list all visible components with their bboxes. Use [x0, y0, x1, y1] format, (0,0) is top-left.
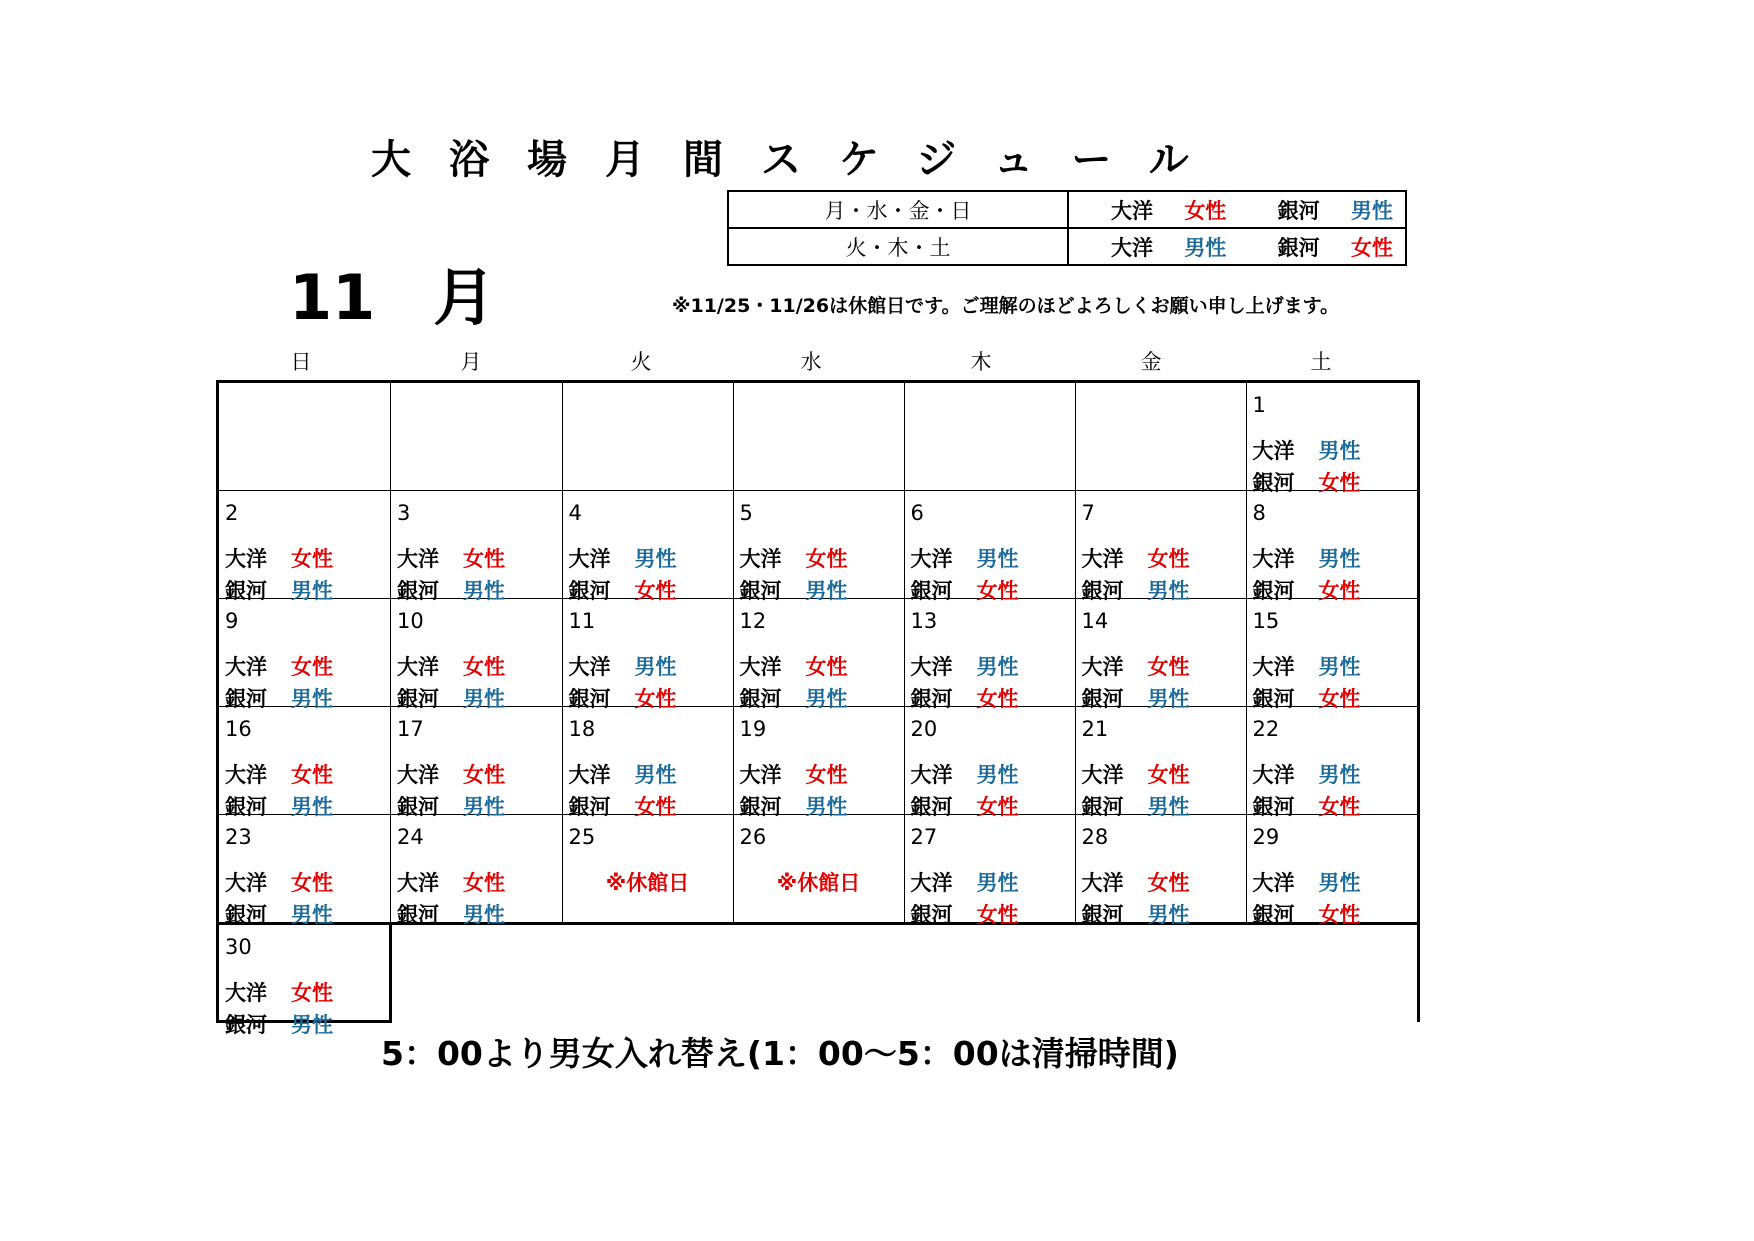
- bath-assignment-taiyo: [1082, 759, 1190, 789]
- calendar-day-cell: [218, 924, 391, 1037]
- calendar-empty-cell: [904, 382, 1075, 491]
- bath-name: 銀河: [225, 903, 267, 927]
- day-number: 27: [910, 825, 938, 849]
- day-number: 12: [739, 609, 767, 633]
- calendar-day-cell: [562, 815, 733, 924]
- calendar-day-cell: [904, 491, 1075, 603]
- bath-name: 銀河: [225, 687, 267, 711]
- gender-label: 男性: [463, 687, 505, 711]
- day-number: 20: [910, 717, 938, 741]
- day-number: 28: [1081, 825, 1109, 849]
- gender-label: 男性: [291, 903, 333, 927]
- weekday-label: 月: [460, 350, 482, 374]
- gender-label: 男性: [976, 763, 1019, 787]
- calendar-empty-cell: [218, 382, 391, 491]
- gender-label: 男性: [291, 579, 333, 603]
- day-number: 25: [568, 825, 596, 849]
- day-number: 18: [568, 717, 596, 741]
- page-title: 大浴場月間スケジュール: [371, 137, 1227, 183]
- legend-days: 月・水・金・日: [728, 191, 1068, 228]
- legend-row-mwfs: [728, 191, 1406, 228]
- bath-name: 銀河: [1252, 903, 1295, 927]
- bath-assignment-ginga: [225, 1009, 333, 1039]
- day-number: 15: [1252, 609, 1280, 633]
- bath-name: 銀河: [1252, 687, 1295, 711]
- calendar-blank: [391, 924, 563, 1022]
- bath-name: 大洋: [1252, 547, 1295, 571]
- calendar-week: [218, 599, 1419, 707]
- gender-label: 女性: [463, 547, 505, 571]
- gender-label: 男性: [291, 795, 333, 819]
- calendar-day-cell: [733, 815, 904, 924]
- closed-label: ※休館日: [605, 871, 690, 895]
- gender-label: 女性: [976, 795, 1019, 819]
- bath-name: 銀河: [910, 579, 953, 603]
- legend-bath-ginga: 銀河: [1277, 198, 1320, 223]
- gender-label: 女性: [976, 903, 1019, 927]
- bath-name: 大洋: [910, 871, 953, 895]
- calendar-day-cell: [904, 815, 1075, 927]
- bath-name: 大洋: [225, 655, 267, 679]
- bath-name: 大洋: [225, 871, 267, 895]
- bath-assignment-taiyo: [397, 867, 505, 897]
- bath-assignment-taiyo: [225, 651, 333, 681]
- bath-name: 銀河: [739, 795, 782, 819]
- calendar-empty-cell: [1075, 382, 1246, 491]
- calendar-blank: [1075, 924, 1246, 1022]
- calendar-day-cell: [904, 707, 1075, 819]
- legend-gender: 男性: [1184, 235, 1227, 260]
- calendar-week: [218, 815, 1419, 924]
- bath-name: 銀河: [1252, 795, 1295, 819]
- bath-name: 大洋: [225, 981, 267, 1005]
- calendar-empty-cell: [391, 382, 563, 491]
- bath-name: 銀河: [568, 687, 611, 711]
- bath-assignment-taiyo: [911, 867, 1019, 897]
- bath-name: 銀河: [910, 687, 953, 711]
- bath-assignment-taiyo: [397, 651, 505, 681]
- calendar-empty-cell: [562, 382, 733, 491]
- bath-assignment-taiyo: [569, 651, 677, 681]
- gender-label: 女性: [1147, 763, 1190, 787]
- gender-label: 女性: [1147, 547, 1190, 571]
- gender-label: 男性: [1147, 903, 1190, 927]
- gender-label: 男性: [1147, 579, 1190, 603]
- bath-name: 大洋: [1252, 655, 1295, 679]
- calendar-day-cell: [1246, 815, 1418, 927]
- calendar-empty-cell: [733, 382, 904, 491]
- calendar-blank: [904, 924, 1075, 1022]
- bath-name: 大洋: [1081, 871, 1124, 895]
- gender-label: 男性: [1318, 439, 1361, 463]
- gender-label: 男性: [1318, 655, 1361, 679]
- weekday-label: 土: [1310, 350, 1332, 374]
- gender-label: 女性: [291, 547, 333, 571]
- calendar-day-cell: [391, 491, 563, 603]
- legend-row-tts: [728, 228, 1406, 265]
- gender-label: 女性: [1318, 795, 1361, 819]
- gender-label: 男性: [976, 871, 1019, 895]
- bath-name: 大洋: [1081, 547, 1124, 571]
- day-number: 19: [739, 717, 767, 741]
- gender-label: 女性: [976, 687, 1019, 711]
- calendar-week: [218, 707, 1419, 815]
- legend-bath-ginga: 銀河: [1277, 235, 1320, 260]
- day-number: 1: [1252, 393, 1266, 417]
- bath-name: 銀河: [568, 579, 611, 603]
- gender-label: 女性: [805, 763, 848, 787]
- bath-assignment-taiyo: [225, 543, 333, 573]
- day-number: 26: [739, 825, 767, 849]
- schedule-legend: [727, 190, 1407, 266]
- legend-bath-taiyo: 大洋: [1111, 198, 1153, 223]
- day-number: 8: [1252, 501, 1266, 525]
- calendar-day-cell: [1246, 491, 1418, 603]
- day-number: 4: [568, 501, 582, 525]
- gender-label: 男性: [805, 687, 848, 711]
- bath-name: 銀河: [1081, 903, 1124, 927]
- day-number: 9: [225, 609, 239, 633]
- gender-label: 女性: [976, 579, 1019, 603]
- calendar-day-cell: [562, 599, 733, 711]
- calendar-day-cell: [904, 599, 1075, 711]
- gender-label: 男性: [634, 655, 677, 679]
- day-number: 10: [397, 609, 424, 633]
- closure-notice: ※11/25・11/26は休館日です。ご理解のほどよろしくお願い申し上げます。: [672, 295, 1340, 317]
- bath-name: 大洋: [568, 763, 611, 787]
- calendar-blank: [562, 924, 733, 1022]
- gender-label: 女性: [291, 655, 333, 679]
- bath-name: 銀河: [225, 795, 267, 819]
- bath-name: 大洋: [1081, 655, 1124, 679]
- gender-label: 女性: [463, 763, 505, 787]
- bath-assignment-taiyo: [1082, 651, 1190, 681]
- day-number: 29: [1252, 825, 1280, 849]
- bath-name: 銀河: [397, 795, 439, 819]
- bath-name: 銀河: [397, 579, 439, 603]
- bath-assignment-taiyo: [911, 543, 1019, 573]
- weekday-label: 火: [630, 350, 652, 374]
- day-number: 11: [568, 609, 596, 633]
- calendar-day-cell: [391, 599, 563, 711]
- day-number: 23: [225, 825, 252, 849]
- weekday-header: [216, 346, 1406, 376]
- legend-assignment: [1068, 228, 1406, 265]
- gender-label: 男性: [634, 547, 677, 571]
- bath-name: 銀河: [1081, 795, 1124, 819]
- bath-name: 大洋: [1252, 763, 1295, 787]
- day-number: 3: [397, 501, 411, 525]
- calendar-day-cell: [1075, 707, 1246, 819]
- bath-assignment-taiyo: [1253, 651, 1361, 681]
- gender-label: 女性: [805, 547, 848, 571]
- gender-label: 男性: [1318, 547, 1361, 571]
- bath-assignment-taiyo: [1253, 435, 1361, 465]
- day-number: 24: [397, 825, 424, 849]
- bath-assignment-taiyo: [225, 759, 333, 789]
- gender-label: 女性: [1147, 871, 1190, 895]
- gender-label: 女性: [634, 579, 677, 603]
- calendar-day-cell: [218, 491, 391, 603]
- gender-label: 男性: [634, 763, 677, 787]
- bath-name: 銀河: [225, 1013, 267, 1037]
- calendar-week: [218, 924, 1419, 1022]
- gender-label: 女性: [634, 687, 677, 711]
- weekday-label: 日: [290, 350, 312, 374]
- bath-name: 銀河: [1081, 687, 1124, 711]
- bath-name: 大洋: [397, 763, 439, 787]
- bath-name: 大洋: [910, 547, 953, 571]
- bath-assignment-taiyo: [911, 651, 1019, 681]
- calendar-day-cell: [733, 491, 904, 603]
- gender-label: 女性: [291, 871, 333, 895]
- day-number: 6: [910, 501, 924, 525]
- gender-label: 男性: [463, 579, 505, 603]
- bath-name: 大洋: [397, 547, 439, 571]
- calendar-blank: [1246, 924, 1418, 1022]
- bath-name: 大洋: [1081, 763, 1124, 787]
- closed-label: ※休館日: [776, 871, 861, 895]
- bath-name: 銀河: [1252, 471, 1295, 495]
- bath-assignment-taiyo: [740, 759, 848, 789]
- bath-name: 銀河: [739, 579, 782, 603]
- legend-gender: 女性: [1350, 235, 1393, 260]
- bath-name: 銀河: [739, 687, 782, 711]
- bath-assignment-taiyo: [1253, 867, 1361, 897]
- bath-name: 大洋: [739, 763, 782, 787]
- calendar-day-cell: [1246, 599, 1418, 711]
- calendar-day-cell: [1075, 599, 1246, 711]
- day-number: 16: [225, 717, 252, 741]
- month-heading: [289, 248, 495, 337]
- bath-name: 銀河: [568, 795, 611, 819]
- bath-name: 銀河: [397, 903, 439, 927]
- calendar-day-cell: [218, 815, 391, 927]
- bath-name: 大洋: [910, 763, 953, 787]
- bath-name: 大洋: [1252, 439, 1295, 463]
- bath-name: 大洋: [397, 655, 439, 679]
- day-number: 2: [225, 501, 239, 525]
- bath-name: 大洋: [910, 655, 953, 679]
- day-number: 17: [397, 717, 424, 741]
- bath-assignment-taiyo: [1082, 543, 1190, 573]
- bath-assignment-taiyo: [569, 759, 677, 789]
- bath-name: 大洋: [1252, 871, 1295, 895]
- day-number: 30: [225, 935, 252, 959]
- legend-gender: 女性: [1184, 198, 1227, 223]
- gender-label: 男性: [1318, 871, 1361, 895]
- gender-label: 男性: [463, 903, 505, 927]
- day-number: 21: [1081, 717, 1109, 741]
- bath-name: 大洋: [568, 655, 611, 679]
- gender-label: 男性: [976, 547, 1019, 571]
- bath-name: 大洋: [397, 871, 439, 895]
- bath-name: 銀河: [225, 579, 267, 603]
- gender-label: 男性: [805, 795, 848, 819]
- bath-assignment-taiyo: [397, 759, 505, 789]
- calendar-day-cell: [1075, 491, 1246, 603]
- gender-label: 男性: [976, 655, 1019, 679]
- bath-assignment-taiyo: [1253, 543, 1361, 573]
- gender-label: 女性: [291, 981, 333, 1005]
- calendar-day-cell: [1075, 815, 1246, 927]
- bath-name: 大洋: [739, 655, 782, 679]
- legend-days: 火・木・土: [728, 228, 1068, 265]
- gender-label: 女性: [805, 655, 848, 679]
- gender-label: 女性: [291, 763, 333, 787]
- gender-label: 女性: [1147, 655, 1190, 679]
- gender-label: 女性: [1318, 903, 1361, 927]
- calendar-week: [218, 491, 1419, 599]
- calendar-day-cell: [562, 707, 733, 819]
- bath-name: 銀河: [1081, 579, 1124, 603]
- calendar-day-cell: [391, 707, 563, 819]
- calendar-day-cell: [391, 815, 563, 927]
- day-number: 13: [910, 609, 938, 633]
- weekday-label: 水: [800, 350, 822, 374]
- bath-name: 大洋: [225, 763, 267, 787]
- gender-label: 男性: [291, 1013, 333, 1037]
- bath-assignment-taiyo: [397, 543, 505, 573]
- weekday-label: 金: [1140, 350, 1162, 374]
- bath-assignment-taiyo: [1253, 759, 1361, 789]
- bath-name: 銀河: [910, 903, 953, 927]
- gender-label: 女性: [1318, 687, 1361, 711]
- bath-name: 銀河: [1252, 579, 1295, 603]
- calendar-day-cell: [733, 599, 904, 711]
- day-number: 22: [1252, 717, 1280, 741]
- calendar-day-cell: [1246, 382, 1418, 495]
- calendar-day-cell: [733, 707, 904, 819]
- legend-gender: 男性: [1350, 198, 1393, 223]
- bath-name: 大洋: [739, 547, 782, 571]
- bath-name: 大洋: [568, 547, 611, 571]
- gender-label: 男性: [1147, 687, 1190, 711]
- gender-label: 男性: [805, 579, 848, 603]
- calendar-day-cell: [1246, 707, 1418, 819]
- bath-assignment-taiyo: [911, 759, 1019, 789]
- bath-assignment-taiyo: [740, 543, 848, 573]
- bath-name: 大洋: [225, 547, 267, 571]
- bath-name: 銀河: [397, 687, 439, 711]
- gender-label: 女性: [634, 795, 677, 819]
- day-number: 5: [739, 501, 753, 525]
- day-number: 14: [1081, 609, 1109, 633]
- bath-assignment-taiyo: [740, 651, 848, 681]
- gender-label: 女性: [463, 871, 505, 895]
- calendar-day-cell: [562, 491, 733, 603]
- gender-label: 男性: [291, 687, 333, 711]
- gender-label: 男性: [1147, 795, 1190, 819]
- calendar-day-cell: [218, 599, 391, 711]
- bath-assignment-taiyo: [1082, 867, 1190, 897]
- weekday-label: 木: [970, 350, 992, 374]
- schedule-footer-note: 5：00より男女入れ替え(1：00～5：00は清掃時間): [381, 1034, 1179, 1073]
- gender-label: 女性: [463, 655, 505, 679]
- gender-label: 男性: [1318, 763, 1361, 787]
- gender-label: 女性: [1318, 471, 1361, 495]
- calendar-grid: [216, 380, 1420, 1037]
- bath-assignment-taiyo: [225, 977, 333, 1007]
- bath-name: 銀河: [910, 795, 953, 819]
- bath-assignment-taiyo: [569, 543, 677, 573]
- month-unit: 月: [433, 261, 496, 334]
- month-number: 11: [289, 261, 376, 334]
- calendar-blank: [733, 924, 904, 1022]
- gender-label: 女性: [1318, 579, 1361, 603]
- calendar-week: [218, 382, 1419, 491]
- bath-assignment-taiyo: [225, 867, 333, 897]
- legend-assignment: [1068, 191, 1406, 228]
- legend-bath-taiyo: 大洋: [1111, 235, 1153, 260]
- calendar-day-cell: [218, 707, 391, 819]
- gender-label: 男性: [463, 795, 505, 819]
- day-number: 7: [1081, 501, 1095, 525]
